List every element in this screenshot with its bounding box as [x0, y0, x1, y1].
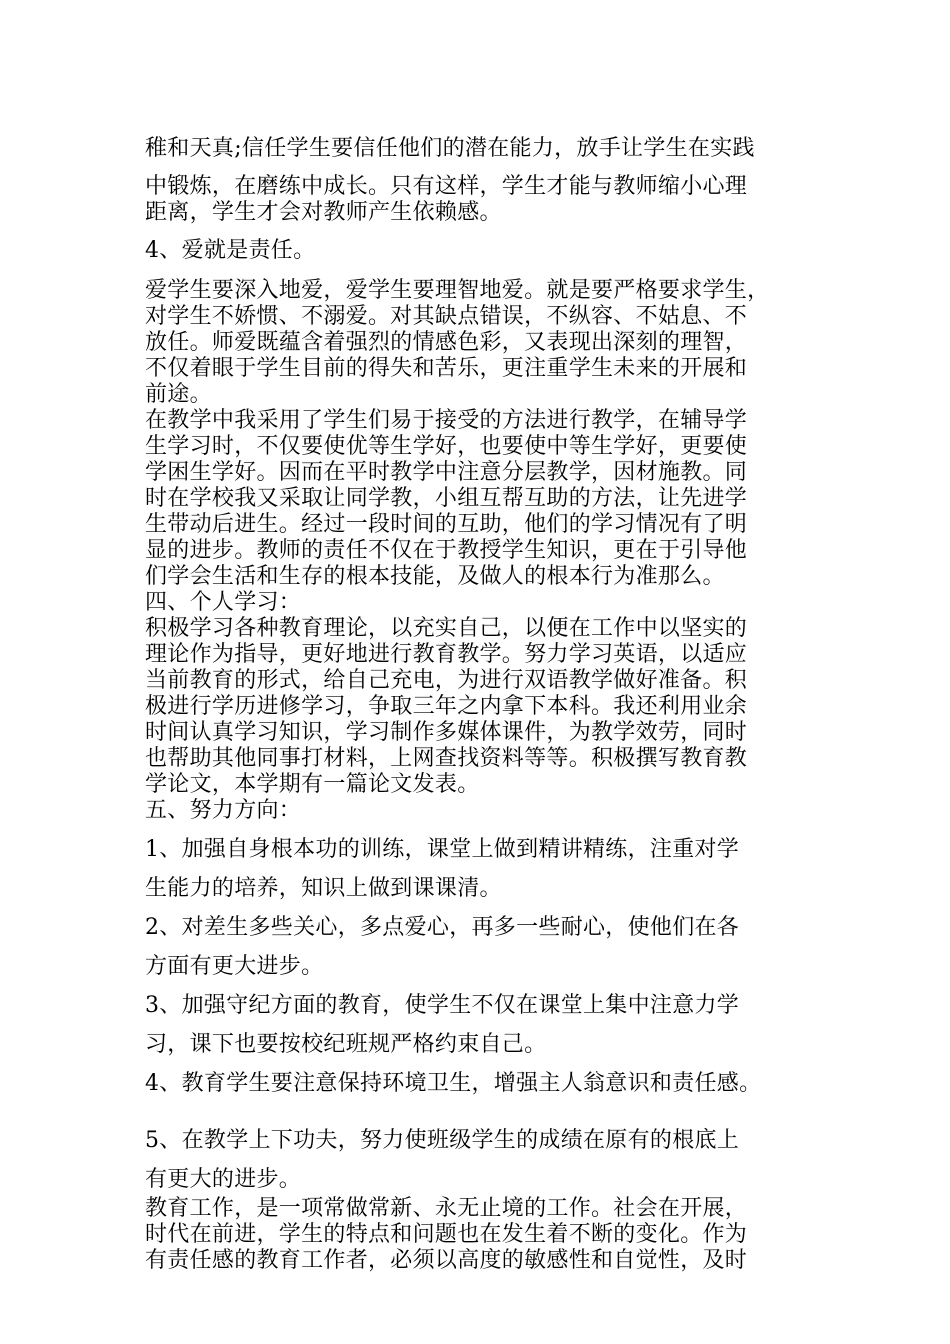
- section-heading: 4、爱就是责任。: [145, 238, 316, 263]
- text-line: 学困生学好。因而在平时教学中注意分层教学，因材施教。同: [145, 460, 748, 485]
- text-line: 当前教育的形式，给自己充电，为进行双语教学做好准备。积: [145, 668, 748, 693]
- text-line: 方面有更大进步。: [145, 954, 324, 979]
- text-line: 5、在教学上下功夫，努力使班级学生的成绩在原有的根底上: [145, 1128, 740, 1153]
- text-line: 有更大的进步。: [145, 1167, 302, 1192]
- text-line: 显的进步。教师的责任不仅在于教授学生知识，更在于引导他: [145, 538, 748, 563]
- text-line: 放任。师爱既蕴含着强烈的情感色彩，又表现出深刻的理智，: [145, 330, 748, 355]
- text-line: 时代在前进，学生的特点和问题也在发生着不断的变化。作为: [145, 1222, 748, 1247]
- text-line: 中锻炼，在磨练中成长。只有这样，学生才能与教师缩小心理: [145, 174, 748, 199]
- text-line: 学论文，本学期有一篇论文发表。: [145, 772, 480, 797]
- section-heading: 五、努力方向：: [145, 798, 302, 823]
- text-line: 习，课下也要按校纪班规严格约束自己。: [145, 1032, 547, 1057]
- text-line: 对学生不娇惯、不溺爱。对其缺点错误，不纵容、不姑息、不: [145, 304, 748, 329]
- text-line: 极进行学历进修学习，争取三年之内拿下本科。我还利用业余: [145, 694, 748, 719]
- text-line: 2、对差生多些关心，多点爱心，再多一些耐心，使他们在各: [145, 915, 740, 940]
- text-line: 时间认真学习知识，学习制作多媒体课件，为教学效劳，同时: [145, 720, 748, 745]
- text-line: 爱学生要深入地爱，爱学生要理智地爱。就是要严格要求学生，: [145, 278, 770, 303]
- text-line: 在教学中我采用了学生们易于接受的方法进行教学，在辅导学: [145, 408, 748, 433]
- text-line: 有责任感的教育工作者，必须以高度的敏感性和自觉性，及时: [145, 1248, 748, 1273]
- text-line: 也帮助其他同事打材料，上网查找资料等等。积极撰写教育教: [145, 746, 748, 771]
- text-line: 1、加强自身根本功的训练，课堂上做到精讲精练，注重对学: [145, 837, 740, 862]
- text-line: 稚和天真;信任学生要信任他们的潜在能力，放手让学生在实践: [145, 136, 755, 161]
- text-line: 3、加强守纪方面的教育，使学生不仅在课堂上集中注意力学: [145, 993, 740, 1018]
- text-line: 理论作为指导，更好地进行教育教学。努力学习英语，以适应: [145, 642, 748, 667]
- text-line: 生学习时，不仅要使优等生学好，也要使中等生学好，更要使: [145, 434, 748, 459]
- text-line: 们学会生活和生存的根本技能，及做人的根本行为准那么。: [145, 564, 725, 589]
- text-line: 前途。: [145, 382, 212, 407]
- section-heading: 四、个人学习：: [145, 590, 302, 615]
- text-line: 距离，学生才会对教师产生依赖感。: [145, 200, 502, 225]
- text-line: 时在学校我又采取让同学教，小组互帮互助的方法，让先进学: [145, 486, 748, 511]
- text-line: 积极学习各种教育理论，以充实自己，以便在工作中以坚实的: [145, 616, 748, 641]
- text-line: 生带动后进生。经过一段时间的互助，他们的学习情况有了明: [145, 512, 748, 537]
- text-line: 生能力的培养，知识上做到课课清。: [145, 876, 502, 901]
- text-line: 4、教育学生要注意保持环境卫生，增强主人翁意识和责任感。: [145, 1071, 762, 1096]
- text-line: 不仅着眼于学生目前的得失和苦乐，更注重学生未来的开展和: [145, 356, 748, 381]
- text-line: 教育工作，是一项常做常新、永无止境的工作。社会在开展，: [145, 1196, 748, 1221]
